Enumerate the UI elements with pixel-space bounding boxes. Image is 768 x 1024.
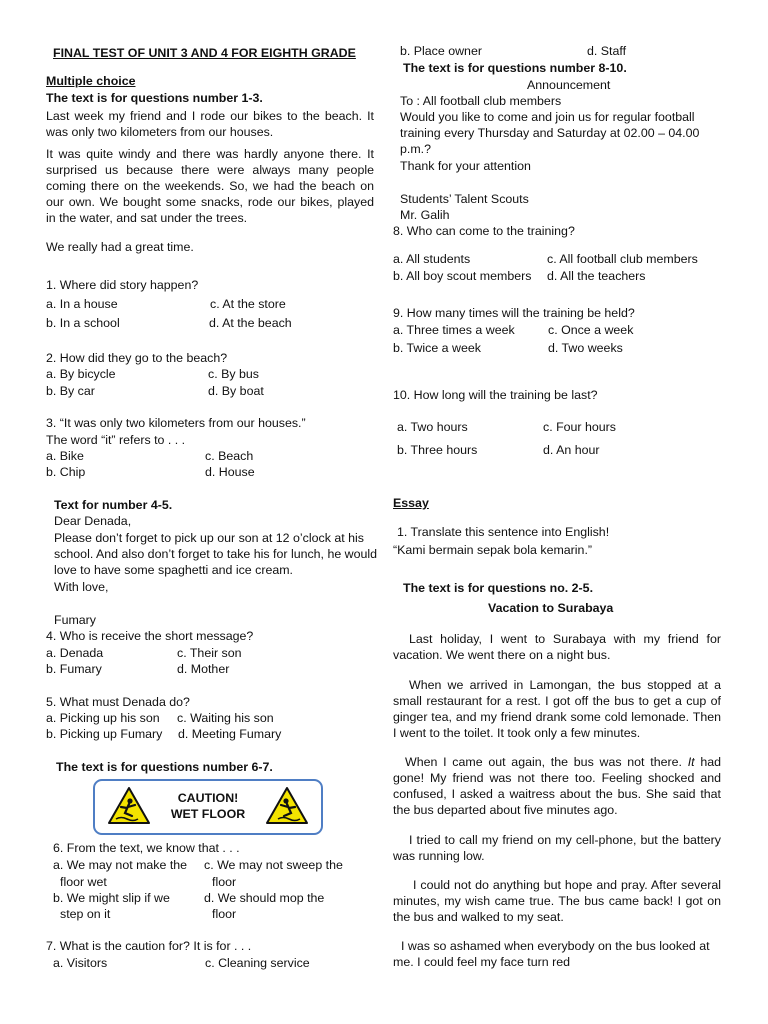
story-paragraph-5: I could not do anything but hope and pray. After several minutes, my wish came true. The bus came back! I got on the bus and walked to my seat. — [393, 878, 721, 924]
question-6-option-a: a. We may not make the — [53, 858, 188, 872]
story-title: Vacation to Surabaya — [488, 601, 614, 615]
question-8-option-a: a. All students — [393, 252, 471, 266]
question-4-option-c: c. Their son — [177, 646, 242, 660]
question-5-option-b: b. Picking up Fumary — [46, 727, 163, 741]
question-7-option-a: a. Visitors — [53, 956, 108, 970]
question-9-stem: 9. How many times will the training be held? — [393, 306, 635, 320]
story-paragraph-3 — [393, 754, 721, 818]
essay-question-1-sentence: “Kami bermain sepak bola kemarin.” — [393, 543, 593, 557]
question-2-stem: 2. How did they go to the beach? — [46, 351, 228, 365]
story-paragraph-1: Last holiday, I went to Surabaya with my friend for vacation. We went there on a night bus. — [393, 632, 721, 662]
announcement-organizer: Students’ Talent Scouts — [400, 192, 529, 206]
message-body: Please don’t forget to pick up our son at 12 o’clock at his school. And also don’t forget to take his for lunch, he would love to have some spaghetti and ice cream. — [54, 531, 378, 577]
message-greeting: Dear Denada, — [54, 514, 132, 528]
announcement-name: Mr. Galih — [400, 208, 450, 222]
question-10-option-b: b. Three hours — [397, 443, 478, 457]
question-6-option-a-cont: floor wet — [60, 875, 107, 889]
caution-sign-line-1: CAUTION! — [177, 791, 239, 805]
question-10-option-d: d. An hour — [543, 443, 600, 457]
question-6-option-c: c. We may not sweep the — [204, 858, 343, 872]
question-4-option-a: a. Denada — [46, 646, 104, 660]
story-paragraph-3-part-1: When I came out again, the bus was not there. — [405, 755, 688, 769]
text45-heading: Text for number 4-5. — [54, 498, 173, 512]
caution-sign — [93, 779, 323, 835]
story-paragraph-4: I tried to call my friend on my cell-phone, but the battery was running low. — [393, 833, 721, 863]
question-3-stem: 3. “It was only two kilometers from our houses.” — [46, 416, 306, 430]
question-1-option-a: a. In a house — [46, 297, 118, 311]
question-5-option-a: a. Picking up his son — [46, 711, 160, 725]
story-paragraph-3-italic: It — [687, 755, 695, 769]
question-1-option-d: d. At the beach — [209, 316, 292, 330]
page-title: FINAL TEST OF UNIT 3 AND 4 FOR EIGHTH GRADE — [53, 46, 356, 60]
message-sender: Fumary — [54, 613, 96, 627]
caution-sign-line-2: WET FLOOR — [170, 807, 246, 821]
question-6-option-b: b. We might slip if we — [53, 891, 170, 905]
section-heading-essay: Essay — [393, 496, 429, 510]
question-6-option-d: d. We should mop the — [204, 891, 325, 905]
wet-floor-warning-icon — [265, 786, 309, 826]
text1-paragraph-1: Last week my friend and I rode our bikes to the beach. It was only two kilometers from our houses. — [46, 109, 374, 139]
question-3-option-a: a. Bike — [46, 449, 84, 463]
question-7-option-b: b. Place owner — [400, 44, 482, 58]
question-3-option-c: c. Beach — [205, 449, 254, 463]
question-9-option-c: c. Once a week — [548, 323, 634, 337]
question-1-option-c: c. At the store — [210, 297, 286, 311]
text1-heading: The text is for questions number 1-3. — [46, 91, 263, 105]
announcement-to: To : All football club members — [400, 94, 562, 108]
question-6-option-c-cont: floor — [212, 875, 237, 889]
text1-paragraph-3: We really had a great time. — [46, 240, 194, 254]
question-1-option-b: b. In a school — [46, 316, 120, 330]
question-3-stem-2: The word “it” refers to . . . — [46, 433, 186, 447]
question-5-option-d: d. Meeting Fumary — [178, 727, 282, 741]
question-9-option-a: a. Three times a week — [393, 323, 515, 337]
story-paragraph-2: When we arrived in Lamongan, the bus stopped at a small restaurant for a rest. I got off the bus to get a cup of ginger tea, and my friend drank some cold lemonade. Then I went to the toilet. It took only a few minutes. — [393, 678, 721, 740]
question-2-option-d: d. By boat — [208, 384, 264, 398]
text25-heading: The text is for questions no. 2-5. — [403, 581, 594, 595]
question-6-option-b-cont: step on it — [60, 907, 111, 921]
question-8-option-c: c. All football club members — [547, 252, 698, 266]
question-8-option-d: d. All the teachers — [547, 269, 646, 283]
section-heading-multiple-choice: Multiple choice — [46, 74, 136, 88]
announcement-thanks: Thank for your attention — [400, 159, 531, 173]
question-1-stem: 1. Where did story happen? — [46, 278, 199, 292]
announcement-body: Would you like to come and join us for regular football training every Thursday and Saturday at 02.00 – 04.00 p.m.? — [400, 110, 700, 156]
question-4-stem: 4. Who is receive the short message? — [46, 629, 254, 643]
question-5-stem: 5. What must Denada do? — [46, 695, 190, 709]
question-10-stem: 10. How long will the training be last? — [393, 388, 598, 402]
essay-question-1: 1. Translate this sentence into English! — [397, 525, 610, 539]
question-6-option-d-cont: floor — [212, 907, 237, 921]
question-10-option-c: c. Four hours — [543, 420, 616, 434]
question-7-option-c: c. Cleaning service — [205, 956, 310, 970]
question-7-stem: 7. What is the caution for? It is for . . . — [46, 939, 252, 953]
text810-heading: The text is for questions number 8-10. — [403, 61, 627, 75]
question-4-option-b: b. Fumary — [46, 662, 102, 676]
question-6-stem: 6. From the text, we know that . . . — [53, 841, 240, 855]
question-7-option-d: d. Staff — [587, 44, 627, 58]
question-5-option-c: c. Waiting his son — [177, 711, 274, 725]
question-2-option-b: b. By car — [46, 384, 95, 398]
announcement-title: Announcement — [527, 78, 611, 92]
text1-paragraph-2: It was quite windy and there was hardly anyone there. It surprised us because there were always many people coming there on the weekends. So, we had the beach on our own. We bought some snacks, rode our bikes, played in the water, and sat under the trees. — [46, 147, 374, 225]
question-2-option-a: a. By bicycle — [46, 367, 116, 381]
question-4-option-d: d. Mother — [177, 662, 230, 676]
question-10-option-a: a. Two hours — [397, 420, 468, 434]
question-3-option-d: d. House — [205, 465, 255, 479]
story-paragraph-6: I was so ashamed when everybody on the bus looked at me. I could feel my face turn red — [393, 939, 710, 969]
question-8-stem: 8. Who can come to the training? — [393, 224, 575, 238]
question-9-option-b: b. Twice a week — [393, 341, 481, 355]
question-2-option-c: c. By bus — [208, 367, 259, 381]
text67-heading: The text is for questions number 6-7. — [56, 760, 273, 774]
question-8-option-b: b. All boy scout members — [393, 269, 532, 283]
story-paragraph-3-part-2: had gone! My friend was not there too. Feeling shocked and confused, I asked a waitress about the bus. She said that the bus departed about five minutes ago. — [393, 755, 721, 817]
question-9-option-d: d. Two weeks — [548, 341, 623, 355]
question-3-option-b: b. Chip — [46, 465, 86, 479]
message-closing: With love, — [54, 580, 109, 594]
